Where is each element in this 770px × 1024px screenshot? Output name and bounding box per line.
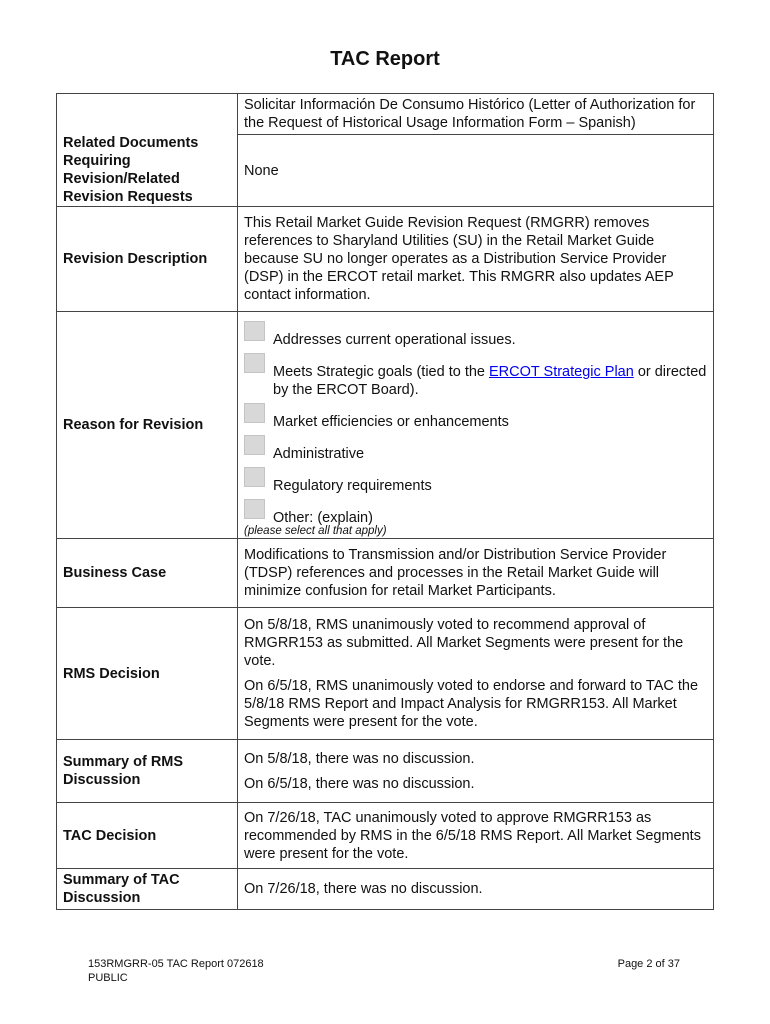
footer-page-number: Page 2 of 37 [617,958,680,970]
value-business-case: Modifications to Transmission and/or Distribution Service Provider (TDSP) references and processes in the Retail Market Guide will minimize confusion for retail Market Participants. [238,539,714,608]
checkbox[interactable] [244,353,265,373]
checkbox-option[interactable]: Meets Strategic goals (tied to the ERCOT Strategic Plan or directed by the ERCOT Board). [244,357,707,399]
label-business-case: Business Case [57,539,238,608]
value-revision-description: This Retail Market Guide Revision Request (RMGRR) removes references to Sharyland Utilities (SU) in the Retail Market Guide because SU no longer operates as a Distribution Service Provider (DSP) in the ERCOT retail market. This RMGRR also updates AEP contact information. [238,207,714,312]
label-revision-description: Revision Description [57,207,238,312]
footer-left [88,957,264,985]
value-rms-decision: On 5/8/18, RMS unanimously voted to recommend approval of RMGRR153 as submitted. All Market Segments were present for the vote. On 6/5/18, RMS unanimously voted to endorse and forward to TAC the 5/8/18 RMS Report and Impact Analysis for RMGRR153. All Market Segments were present for the vote. [238,608,714,740]
checkbox-option[interactable]: Administrative [244,439,707,463]
checkbox-option[interactable]: Regulatory requirements [244,471,707,495]
report-table [56,93,714,910]
reason-note: (please select all that apply) [244,525,387,537]
ercot-strategic-plan-link[interactable]: ERCOT Strategic Plan [489,364,634,380]
footer-classification: PUBLIC [88,972,128,984]
label-rms-decision: RMS Decision [57,608,238,740]
value-rms-summary: On 5/8/18, there was no discussion. On 6/5/18, there was no discussion. [238,740,714,803]
checkbox[interactable] [244,321,265,341]
checkbox-option[interactable]: Addresses current operational issues. [244,325,707,349]
label-reason: Reason for Revision [57,312,238,539]
value-tac-summary: On 7/26/18, there was no discussion. [238,869,714,910]
label-tac-summary: Summary of TAC Discussion [57,869,238,910]
value-tac-decision: On 7/26/18, TAC unanimously voted to approve RMGRR153 as recommended by RMS in the 6/5/18 RMS Report. All Market Segments were present for the vote. [238,803,714,869]
value-related-docs: None [238,135,714,207]
value-related-docs-first: Solicitar Información De Consumo Histórico (Letter of Authorization for the Request of Historical Usage Information Form – Spanish) [238,94,714,135]
page-title: TAC Report [330,48,440,70]
label-related-docs: Related Documents Requiring Revision/Related Revision Requests [57,94,238,207]
checkbox[interactable] [244,467,265,487]
reason-options [238,312,714,539]
label-tac-decision: TAC Decision [57,803,238,869]
checkbox[interactable] [244,403,265,423]
checkbox-option[interactable]: Market efficiencies or enhancements [244,407,707,431]
checkbox[interactable] [244,499,265,519]
checkbox-option[interactable]: Other: (explain) [244,503,707,527]
checkbox[interactable] [244,435,265,455]
footer-doc-name: 153RMGRR-05 TAC Report 072618 [88,958,264,970]
label-rms-summary: Summary of RMS Discussion [57,740,238,803]
